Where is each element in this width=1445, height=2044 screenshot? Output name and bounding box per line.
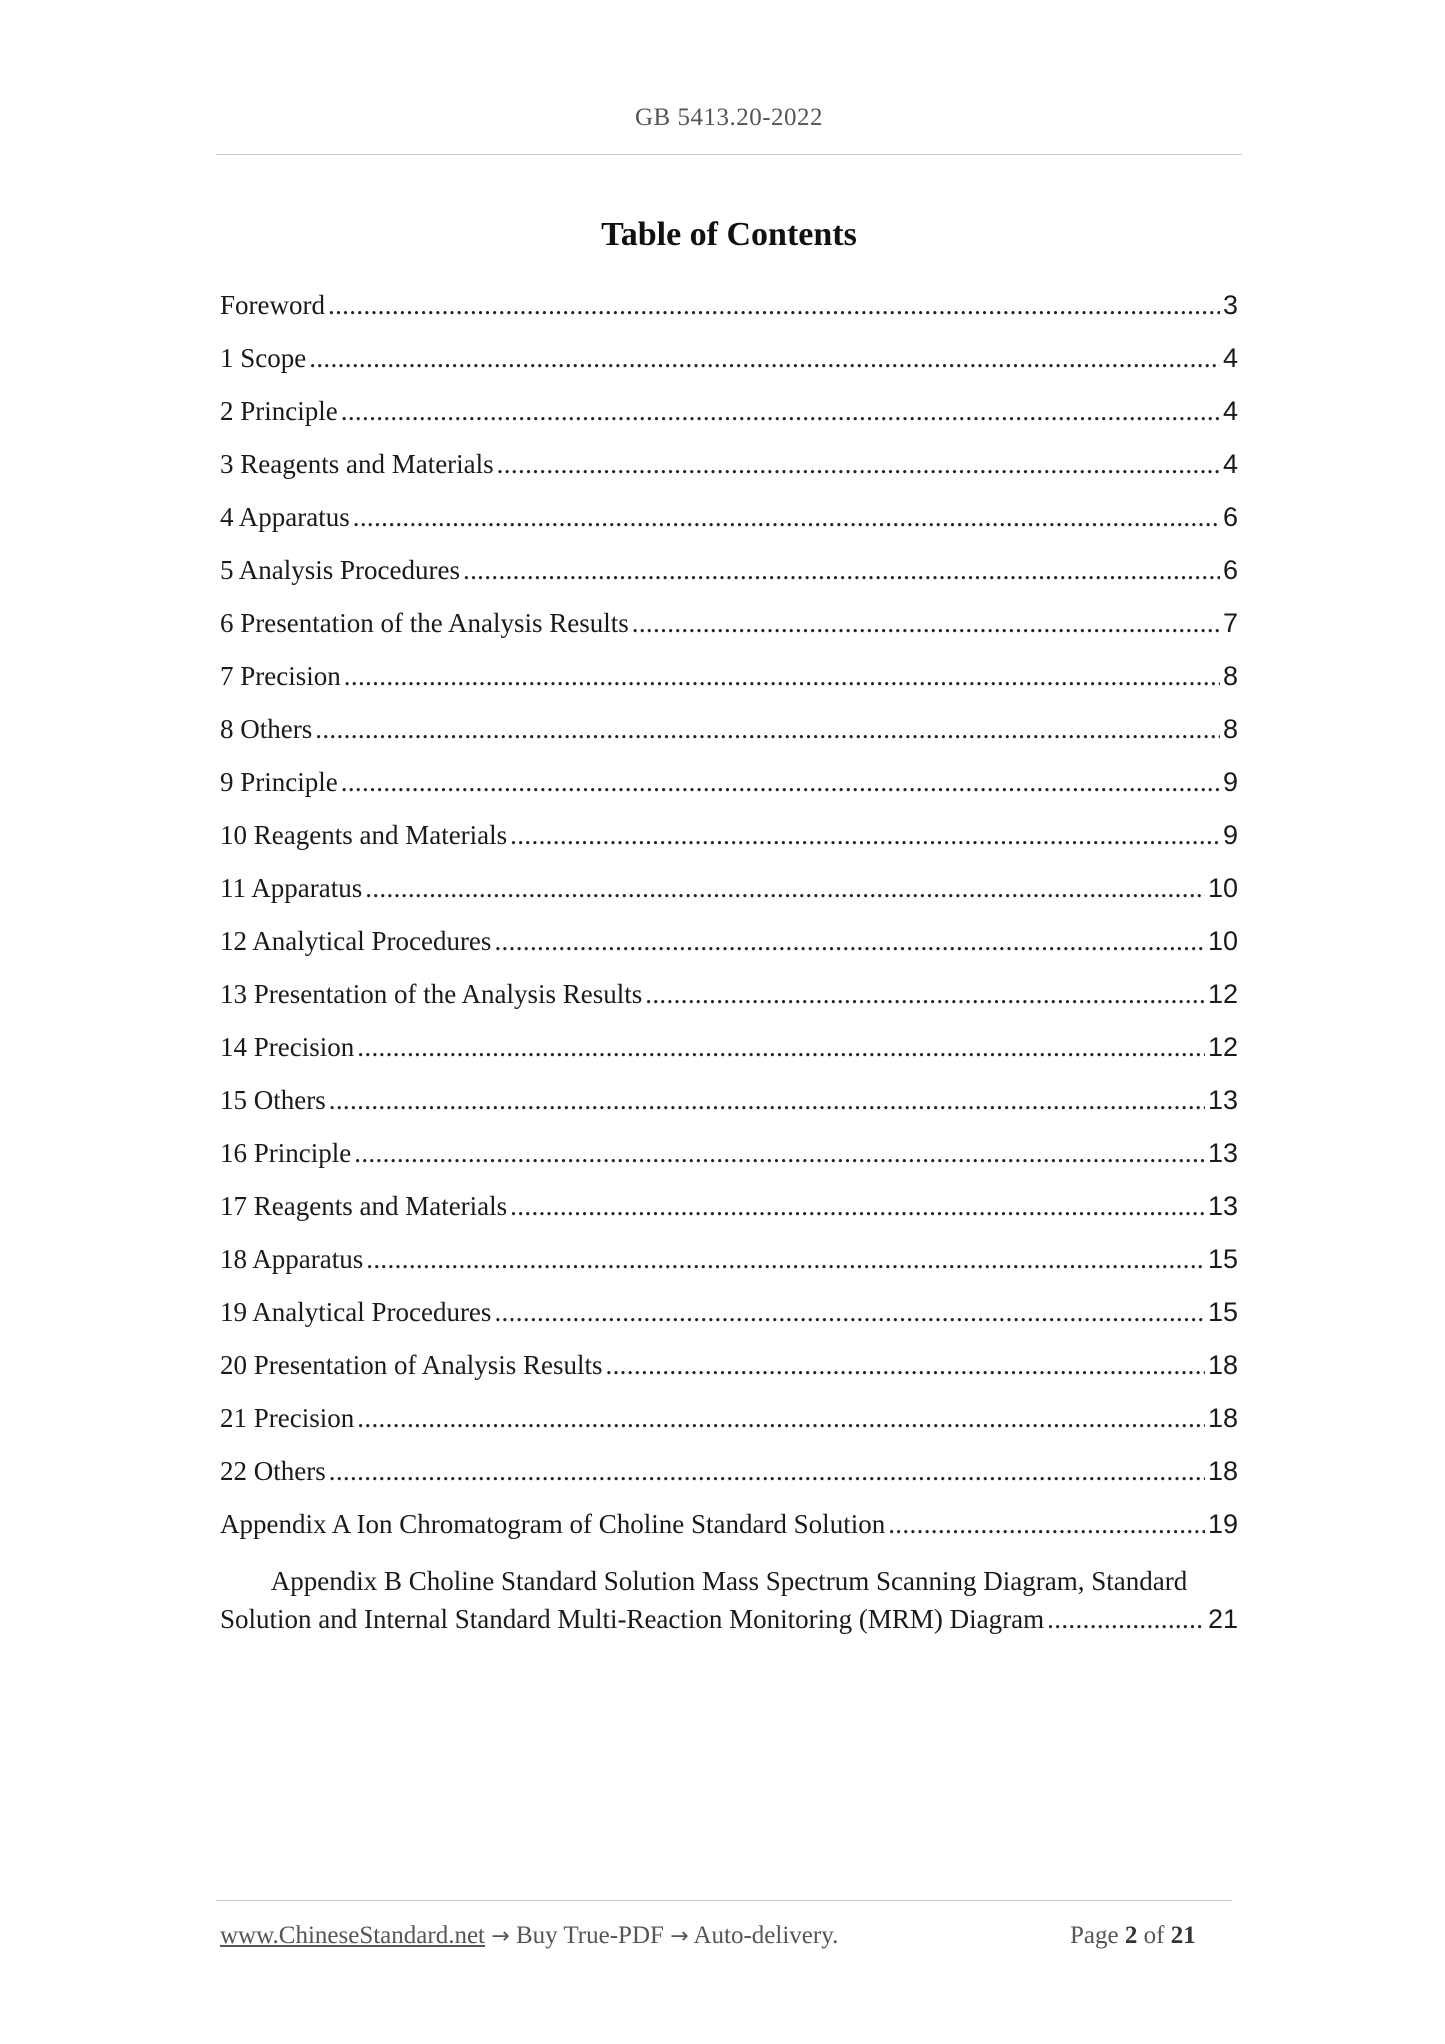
arrow-right-icon: → bbox=[670, 1924, 689, 1949]
toc-entry-page: 4 bbox=[1222, 396, 1238, 426]
toc-entry-page: 3 bbox=[1222, 290, 1238, 320]
toc-entry[interactable] bbox=[220, 1403, 1238, 1456]
toc-entry[interactable] bbox=[220, 396, 1238, 449]
toc-entry-page: 7 bbox=[1222, 608, 1238, 638]
toc-leader-dots bbox=[494, 926, 1205, 957]
toc-leader-dots bbox=[510, 820, 1220, 851]
toc-entry-line2 bbox=[220, 1600, 1238, 1638]
toc-entry-page: 8 bbox=[1222, 714, 1238, 744]
toc-entry-label: 3 Reagents and Materials bbox=[220, 449, 494, 479]
toc-leader-dots bbox=[365, 873, 1205, 904]
toc-entry[interactable] bbox=[220, 820, 1238, 873]
toc-entry-label-line1: Appendix B Choline Standard Solution Mass Spectrum Scanning Diagram, Standard bbox=[270, 1566, 1188, 1596]
toc-entry-page: 6 bbox=[1222, 555, 1238, 585]
toc-entry-page: 19 bbox=[1207, 1509, 1238, 1539]
toc-leader-dots bbox=[494, 1297, 1205, 1328]
toc-entry[interactable] bbox=[220, 979, 1238, 1032]
toc-entry-label: 13 Presentation of the Analysis Results bbox=[220, 979, 643, 1009]
toc-leader-dots bbox=[341, 767, 1220, 798]
toc-entry-label: 1 Scope bbox=[220, 343, 307, 373]
toc-entry-label: 9 Principle bbox=[220, 767, 338, 797]
toc-entry[interactable] bbox=[220, 1138, 1238, 1191]
document-id-header: GB 5413.20-2022 bbox=[634, 104, 824, 131]
toc-entry-label: 11 Apparatus bbox=[220, 873, 363, 903]
toc-entry[interactable] bbox=[220, 1085, 1238, 1138]
toc-entry-label: 4 Apparatus bbox=[220, 502, 350, 532]
toc-leader-dots bbox=[366, 1244, 1205, 1275]
toc-leader-dots bbox=[1047, 1600, 1205, 1638]
toc-leader-dots bbox=[353, 502, 1220, 533]
toc-entry-page: 9 bbox=[1222, 767, 1238, 797]
toc-entry-page: 15 bbox=[1207, 1297, 1238, 1327]
toc-entry-page: 12 bbox=[1207, 1032, 1238, 1062]
toc-entry-label: 17 Reagents and Materials bbox=[220, 1191, 508, 1221]
toc-entry-page: 15 bbox=[1207, 1244, 1238, 1274]
footer-promo bbox=[220, 1922, 838, 1950]
toc-entry-label: 22 Others bbox=[220, 1456, 326, 1486]
toc-entry-page: 21 bbox=[1207, 1604, 1238, 1634]
footer-divider bbox=[216, 1900, 1232, 1901]
toc-entry[interactable] bbox=[220, 1297, 1238, 1350]
toc-entry-page: 8 bbox=[1222, 661, 1238, 691]
toc-entry-label: 18 Apparatus bbox=[220, 1244, 364, 1274]
toc-entry[interactable] bbox=[220, 873, 1238, 926]
page-word: Page bbox=[1070, 1922, 1119, 1949]
page-title: Table of Contents bbox=[601, 216, 857, 253]
toc-entry-page: 12 bbox=[1207, 979, 1238, 1009]
toc-entry-label: 5 Analysis Procedures bbox=[220, 555, 460, 585]
toc-entry-label: 19 Analytical Procedures bbox=[220, 1297, 492, 1327]
toc-entry[interactable] bbox=[220, 661, 1238, 714]
toc-leader-dots bbox=[497, 449, 1220, 480]
toc-entry-page: 4 bbox=[1222, 449, 1238, 479]
toc-leader-dots bbox=[510, 1191, 1205, 1222]
toc-leader-dots bbox=[354, 1138, 1205, 1169]
total-page-count: 21 bbox=[1170, 1922, 1196, 1949]
page-indicator bbox=[1070, 1922, 1196, 1950]
toc-entry-label: 15 Others bbox=[220, 1085, 326, 1115]
toc-entry-label: 21 Precision bbox=[220, 1403, 355, 1433]
toc-entry[interactable] bbox=[220, 1191, 1238, 1244]
toc-leader-dots bbox=[463, 555, 1220, 586]
toc-entry[interactable] bbox=[220, 343, 1238, 396]
toc-entry-page: 18 bbox=[1207, 1403, 1238, 1433]
toc-leader-dots bbox=[632, 608, 1220, 639]
toc-entry-label: 2 Principle bbox=[220, 396, 338, 426]
table-of-contents bbox=[220, 290, 1238, 1562]
toc-entry-label: Foreword bbox=[220, 290, 325, 320]
toc-entry-page: 10 bbox=[1207, 926, 1238, 956]
toc-entry-label: 7 Precision bbox=[220, 661, 341, 691]
toc-entry[interactable] bbox=[220, 1456, 1238, 1509]
toc-entry[interactable] bbox=[220, 714, 1238, 767]
toc-leader-dots bbox=[309, 343, 1220, 374]
toc-entry-label: 12 Analytical Procedures bbox=[220, 926, 492, 956]
toc-entry-label: Appendix A Ion Chromatogram of Choline Standard Solution bbox=[220, 1509, 886, 1539]
toc-entry-appendix-b[interactable] bbox=[220, 1562, 1238, 1638]
toc-entry[interactable] bbox=[220, 608, 1238, 661]
toc-leader-dots bbox=[315, 714, 1220, 745]
arrow-right-icon: → bbox=[491, 1924, 510, 1949]
toc-entry-page: 18 bbox=[1207, 1456, 1238, 1486]
toc-entry-page: 6 bbox=[1222, 502, 1238, 532]
toc-leader-dots bbox=[341, 396, 1220, 427]
toc-entry[interactable] bbox=[220, 502, 1238, 555]
toc-leader-dots bbox=[605, 1350, 1204, 1381]
toc-leader-dots bbox=[357, 1032, 1205, 1063]
toc-entry-label: 20 Presentation of Analysis Results bbox=[220, 1350, 603, 1380]
toc-entry[interactable] bbox=[220, 555, 1238, 608]
toc-entry-label: 8 Others bbox=[220, 714, 313, 744]
toc-entry-page: 10 bbox=[1207, 873, 1238, 903]
toc-entry[interactable] bbox=[220, 1032, 1238, 1085]
toc-leader-dots bbox=[888, 1509, 1205, 1540]
toc-entry[interactable] bbox=[220, 1244, 1238, 1297]
toc-entry-label-line2: Solution and Internal Standard Multi-Reaction Monitoring (MRM) Diagram bbox=[220, 1604, 1045, 1634]
header-divider bbox=[216, 154, 1242, 155]
toc-entry[interactable] bbox=[220, 449, 1238, 502]
toc-leader-dots bbox=[329, 1085, 1205, 1116]
website-link[interactable]: www.ChineseStandard.net bbox=[220, 1922, 485, 1949]
toc-entry-label: 10 Reagents and Materials bbox=[220, 820, 508, 850]
toc-leader-dots bbox=[645, 979, 1205, 1010]
toc-entry-page: 4 bbox=[1222, 343, 1238, 373]
of-word: of bbox=[1143, 1922, 1165, 1949]
toc-entry[interactable] bbox=[220, 767, 1238, 820]
toc-entry[interactable] bbox=[220, 1350, 1238, 1403]
toc-entry[interactable] bbox=[220, 926, 1238, 979]
toc-entry-page: 9 bbox=[1222, 820, 1238, 850]
toc-entry[interactable] bbox=[220, 290, 1238, 343]
toc-entry[interactable] bbox=[220, 1509, 1238, 1562]
toc-leader-dots bbox=[357, 1403, 1205, 1434]
toc-leader-dots bbox=[328, 290, 1220, 321]
current-page-number: 2 bbox=[1124, 1922, 1138, 1949]
buy-true-pdf-text: Buy True-PDF bbox=[515, 1922, 664, 1949]
toc-entry-label: 14 Precision bbox=[220, 1032, 355, 1062]
toc-entry-page: 13 bbox=[1207, 1138, 1238, 1168]
toc-entry-page: 18 bbox=[1207, 1350, 1238, 1380]
toc-leader-dots bbox=[344, 661, 1220, 692]
toc-entry-page: 13 bbox=[1207, 1085, 1238, 1115]
toc-entry-page: 13 bbox=[1207, 1191, 1238, 1221]
toc-leader-dots bbox=[329, 1456, 1205, 1487]
toc-entry-label: 16 Principle bbox=[220, 1138, 352, 1168]
toc-entry-label: 6 Presentation of the Analysis Results bbox=[220, 608, 629, 638]
auto-delivery-text: Auto-delivery. bbox=[693, 1922, 839, 1949]
